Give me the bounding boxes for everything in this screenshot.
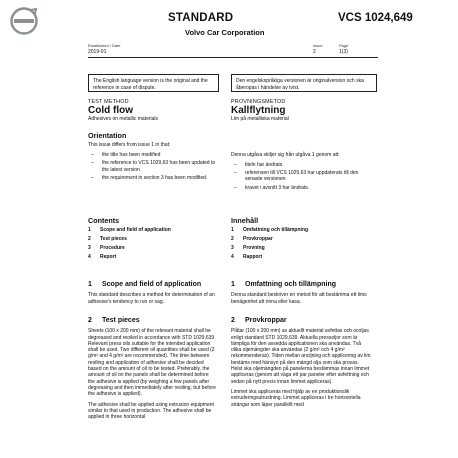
- doc-subtitle: Lim på metalliska material: [231, 116, 289, 123]
- section-text: The adhesive shall be applied using extrusion equipment similar to that used in production. The adhesive shall be applied in three horizontal: [88, 401, 214, 421]
- list-item: – the reference to VCS 1029,63 has been updated to the latest version: [88, 160, 216, 173]
- notice-english: The English language version is the original and the reference in case of dispute.: [88, 74, 219, 92]
- orientation-intro: This issue differs from issue 1 in that:: [88, 141, 171, 148]
- header-rule: [88, 57, 378, 58]
- contents-heading: Contents: [88, 216, 120, 225]
- contents-list: [88, 226, 216, 262]
- toc-item: 4 Report: [88, 254, 117, 261]
- established-value: 2019-01: [88, 49, 107, 55]
- english-contents: [88, 218, 216, 262]
- standard-label: STANDARD: [168, 12, 234, 24]
- standard-number: VCS 1024,649: [338, 12, 413, 24]
- page-label: Page: [339, 43, 349, 48]
- toc-item: 4 Rapport: [231, 254, 263, 261]
- issue-value: 2: [313, 49, 316, 55]
- toc-item: 2 Provkroppar: [231, 236, 273, 243]
- contents-heading: Innehåll: [231, 216, 259, 225]
- orientation-list: [231, 162, 371, 191]
- toc-item: 2 Test pieces: [88, 236, 127, 243]
- section-text: This standard describes a method for determination of an adhesive's tendency to run or sag.: [88, 292, 215, 305]
- section-text: Sheets (100 x 200 mm) of the relevant material shall be degreased and reoiled in accordance with STD 1029,639. Relevant press oils suitable for the intended application shall be used. Two different oil quantities shall be used (2 g/m² and 4 g/m² are recommended). The time between reoiling and application of adhesive shall be decided based on the amount of oil to be tested. Preferably, the amount of oil on the panels shall be determined before the adhesive is applied (by weighing a few panels after degreasing and then immediately after reoiling, but before the adhesive is applied).: [88, 328, 216, 398]
- toc-item: 3 Provning: [231, 245, 265, 252]
- section-text: Denna standard beskriver en metod för att bestämma ett lims benägenhet att rinna eller kasa.: [231, 292, 367, 305]
- english-section-1: [88, 282, 216, 309]
- section-heading: 1 Scope and field of application: [88, 281, 202, 288]
- list-item: – titeln har ändrats: [231, 162, 371, 168]
- english-section-2: [88, 318, 216, 424]
- list-item: – referensen till VCS 1029,63 har uppdaterats till den senaste versionen: [231, 170, 371, 183]
- page-value: 1(3): [339, 49, 348, 55]
- orientation-list: [88, 152, 216, 181]
- contents-list: [231, 226, 371, 262]
- section-heading: 2 Test pieces: [88, 317, 140, 324]
- swedish-section-1: [231, 282, 371, 309]
- list-item: – the title has been modified: [88, 152, 216, 158]
- toc-item: 1 Scope and field of application: [88, 227, 171, 234]
- doc-title: Cold flow: [88, 105, 133, 117]
- section-heading: 2 Provkroppar: [231, 317, 287, 324]
- method-caption: PROVNINGSMETOD: [231, 99, 286, 105]
- established-label: Established / Date: [88, 43, 121, 48]
- english-column: [88, 99, 216, 183]
- notice-swedish: Den engelskspråkiga versionen är originalversion och ska åberopas i händelse av tvist.: [231, 74, 377, 92]
- swedish-column: [231, 99, 371, 193]
- orientation-intro: Denna utgåva skiljer sig från utgåva 1 genom att:: [231, 151, 340, 158]
- toc-item: 3 Procedure: [88, 245, 125, 252]
- swedish-section-2: [231, 318, 371, 412]
- doc-subtitle: Adhesives on metallic materials: [88, 116, 159, 123]
- list-item: – kravet i avsnitt 3 har ändrats.: [231, 185, 371, 191]
- company-name: Volvo Car Corporation: [185, 28, 265, 37]
- method-caption: TEST METHOD: [88, 99, 129, 105]
- list-item: – the requirement in section 3 has been modified.: [88, 175, 216, 181]
- doc-title: Kallflytning: [231, 105, 286, 117]
- section-heading: 1 Omfattning och tillämpning: [231, 281, 336, 288]
- orientation-heading: Orientation: [88, 130, 127, 140]
- section-text: Limmet ska appliceras med hjälp av en produktionslik extruderingsutrustning. Limmet appliceras i tre horisontella strängar som läper parallellt med: [231, 388, 361, 408]
- issue-label: Issue: [313, 43, 323, 48]
- swedish-contents: [231, 218, 371, 262]
- toc-item: 1 Omfattning och tillämpning: [231, 227, 308, 234]
- section-text: Plåtar (100 x 200 mm) av aktuellt material avfettas och ocoljas enligt standard STD 1029,639. Aktuella pressoljor som är lämpliga för den avsedda applicationen ska användas. Två olika oljemängder ska användas (2 g/m² och 4 g/m² rekommenderas). Tiden mellan ancljning och applicering av lim bestäms med hänsyn på den mängd olja som ska provas. Helst ska oljemängden på panelerna bestämmas innan limmet appliceras (genom att väga ett par paneler efter avfettning och sedan på nytt precis innan limmet appliceras).: [231, 328, 371, 385]
- volvo-logo-icon: [9, 6, 39, 36]
